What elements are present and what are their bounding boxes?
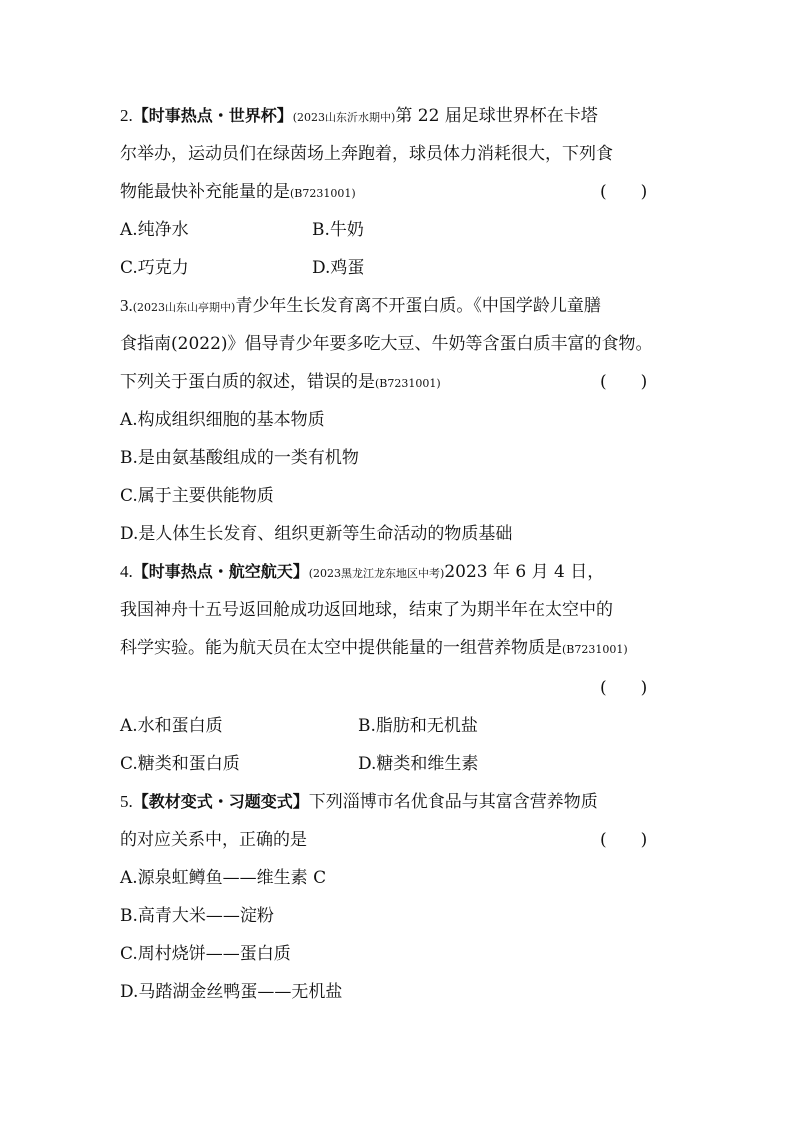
- question-5-line-2: 的对应关系中，正确的是: [120, 830, 307, 850]
- answer-blank: ( ): [600, 372, 648, 392]
- option-d: D.马踏湖金丝鸭蛋——无机盐: [120, 982, 343, 1002]
- option-b: B.高青大米——淀粉: [120, 906, 274, 926]
- question-3-line-3: [120, 371, 441, 395]
- question-text: 物能最快补充能量的是: [120, 182, 290, 202]
- question-3-line-1: [120, 295, 601, 319]
- option-d: D.糖类和维生素: [358, 754, 479, 774]
- question-text: 下列关于蛋白质的叙述，错误的是: [120, 372, 375, 392]
- option-a: A.源泉虹鳟鱼——维生素 C: [120, 868, 327, 888]
- question-source: (2023黑龙江龙东地区中考): [308, 567, 445, 580]
- option-a: A.纯净水: [120, 220, 189, 240]
- option-d: D.鸡蛋: [312, 258, 365, 278]
- question-4-line-3: [120, 637, 628, 661]
- question-source: (2023山东沂水期中): [292, 111, 396, 124]
- question-code: (B7231001): [375, 377, 441, 390]
- question-number: 4.: [120, 562, 133, 581]
- question-source: (2023山东山亭期中): [132, 301, 236, 314]
- question-text: 第 22 届足球世界杯在卡塔: [395, 106, 598, 126]
- question-text: 2023 年 6 月 4 日，: [444, 562, 605, 582]
- question-2-line-3: [120, 181, 356, 205]
- option-b: B.是由氨基酸组成的一类有机物: [120, 448, 359, 468]
- question-number: 3.: [120, 296, 133, 315]
- question-text: 青少年生长发育离不开蛋白质。《中国学龄儿童膳: [235, 296, 601, 316]
- answer-blank: ( ): [600, 678, 648, 698]
- question-tag: 【时事热点・航空航天】: [132, 562, 309, 581]
- option-a: A.水和蛋白质: [120, 716, 223, 736]
- question-2-line-1: [120, 105, 598, 129]
- question-4-line-2: 我国神舟十五号返回舱成功返回地球，结束了为期半年在太空中的: [120, 600, 613, 620]
- answer-blank: ( ): [600, 182, 648, 202]
- answer-blank: ( ): [600, 830, 648, 850]
- question-5-line-1: [120, 791, 598, 813]
- question-code: (B7231001): [562, 643, 628, 656]
- question-tag: 【时事热点・世界杯】: [132, 106, 293, 125]
- question-code: (B7231001): [290, 187, 356, 200]
- question-text: 下列淄博市名优食品与其富含营养物质: [308, 792, 598, 812]
- option-b: B.牛奶: [312, 220, 364, 240]
- question-3-line-2: 食指南(2022)》倡导青少年要多吃大豆、牛奶等含蛋白质丰富的食物。: [120, 334, 653, 354]
- question-text: 科学实验。能为航天员在太空中提供能量的一组营养物质是: [120, 638, 562, 658]
- option-c: C.糖类和蛋白质: [120, 754, 240, 774]
- option-b: B.脂肪和无机盐: [358, 716, 478, 736]
- question-2-line-2: 尔举办，运动员们在绿茵场上奔跑着，球员体力消耗很大，下列食: [120, 144, 613, 164]
- option-d: D.是人体生长发育、组织更新等生命活动的物质基础: [120, 524, 513, 544]
- question-4-line-1: [120, 561, 604, 585]
- question-number: 2.: [120, 106, 133, 125]
- option-c: C.巧克力: [120, 258, 189, 278]
- question-tag: 【教材变式・习题变式】: [132, 792, 309, 811]
- question-number: 5.: [120, 792, 133, 811]
- option-c: C.属于主要供能物质: [120, 486, 274, 506]
- option-c: C.周村烧饼——蛋白质: [120, 944, 291, 964]
- option-a: A.构成组织细胞的基本物质: [120, 410, 325, 430]
